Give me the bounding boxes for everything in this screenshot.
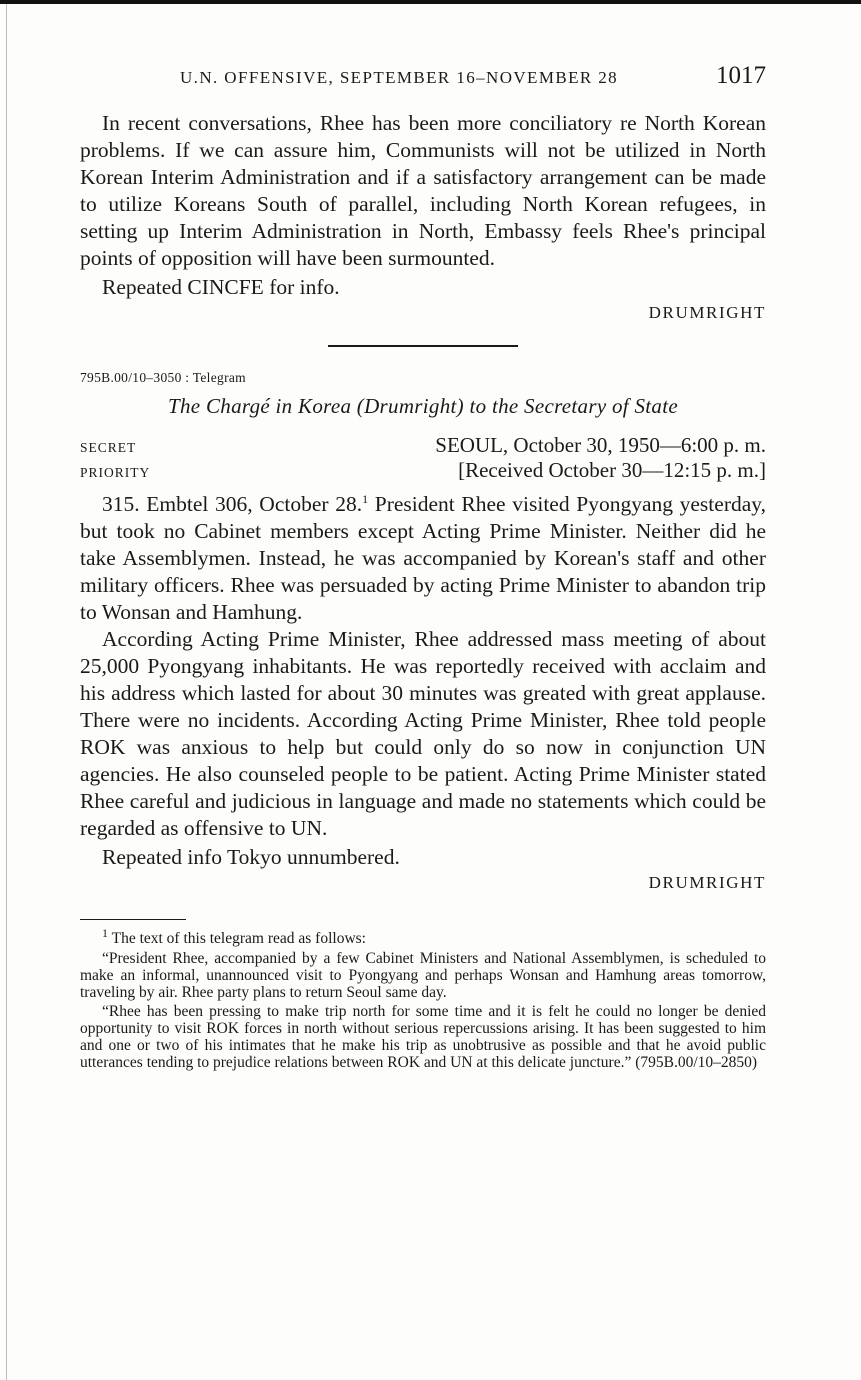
place-date: SEOUL, October 30, 1950—6:00 p. m. [435, 433, 766, 457]
page-number: 1017 [716, 62, 766, 89]
repeated-tokyo-line: Repeated info Tokyo unnumbered. [102, 845, 400, 869]
received-row [80, 458, 766, 483]
telegram-reference: 315. Embtel 306, October 28. [102, 492, 363, 516]
page-left-edge [6, 4, 7, 1380]
footnote-intro-text: The text of this telegram read as follows: [108, 930, 366, 947]
footnote-ref: 1 [362, 491, 369, 506]
signature-drumright-2: DRUMRIGHT [648, 873, 766, 892]
page-top-border [0, 0, 861, 4]
signature-drumright-1: DRUMRIGHT [648, 303, 766, 322]
telegram-paragraph-1 [80, 491, 766, 626]
priority-label: PRIORITY [80, 465, 151, 480]
repeated-cincfe-line: Repeated CINCFE for info. [102, 275, 340, 299]
dateline-row [80, 433, 766, 458]
document-title: The Chargé in Korea (Drumright) to the Secretary of State [168, 394, 678, 418]
footnote-intro [80, 925, 766, 947]
running-head: U.N. OFFENSIVE, SEPTEMBER 16–NOVEMBER 28 [180, 68, 619, 87]
section-divider [328, 345, 518, 347]
classification-label: SECRET [80, 440, 137, 455]
footnote-quote-2: “Rhee has been pressing to make trip north for some time and it is felt he could no longer be denied opportunity to visit ROK forces in north without serious repercussions arising. It has been suggested to him and one or two of his intimates that he make his trip as unobtrusive as possible and that he avoid public utterances tending to prejudice relations between ROK and UN at this delicate juncture.” (795B.00/10–2850) [80, 1003, 766, 1071]
page-header [80, 62, 768, 92]
received-time: [Received October 30—12:15 p. m.] [458, 458, 766, 482]
telegram-paragraph-1-text: President Rhee visited Pyongyang yesterday, but took no Cabinet members except Acting Prime Minister. Neither did he take Assemblymen. Instead, he was accompanied by Korean's staff and other military officers. Rhee was persuaded by acting Prime Minister to abandon trip to Wonsan and Hamhung. [80, 492, 766, 624]
footnote-marker: 1 [102, 925, 108, 940]
telegram-paragraph-2: According Acting Prime Minister, Rhee addressed mass meeting of about 25,000 Pyongyang inhabitants. He was reportedly received with acclaim and his address which lasted for about 30 minutes was greated with great applause. There were no incidents. According Acting Prime Minister, Rhee told people ROK was anxious to help but could only do so now in conjunction UN agencies. He also counseled people to be patient. Acting Prime Minister stated Rhee careful and judicious in language and made no statements which could be regarded as offensive to UN. [80, 627, 766, 840]
page-body [80, 110, 766, 1071]
closing-paragraph: In recent conversations, Rhee has been more conciliatory re North Korean problems. If we can assure him, Communists will not be utilized in North Korean Interim Administration and if a satisfactory arrangement can be made to utilize Koreans South of parallel, including North Korean refugees, in setting up Interim Administration in North, Embassy feels Rhee's principal points of opposition will have been surmounted. [80, 111, 766, 270]
document-number: 795B.00/10–3050 : Telegram [80, 370, 246, 385]
footnote-rule [80, 919, 186, 920]
footnote-quote-1: “President Rhee, accompanied by a few Cabinet Ministers and National Assemblymen, is scheduled to make an informal, unannounced visit to Pyongyang and perhaps Wonsan and Hamhung areas tomorrow, traveling by air. Rhee party plans to return Seoul same day. [80, 950, 766, 1001]
